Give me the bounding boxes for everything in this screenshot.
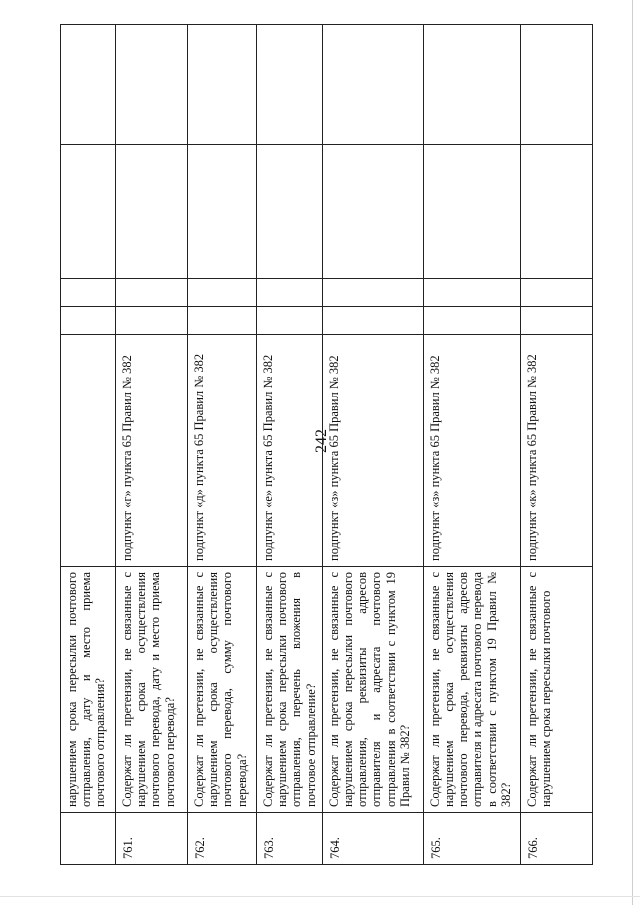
table-row <box>61 25 116 865</box>
table-row <box>257 25 323 865</box>
question-text: Содержат ли претензии, не связанные с нарушением срока осуществления почтового перевода, реквизиты адресов отправителя и адресата почтового перевода в соответствии с пунктом 19 Правил № 382? <box>423 567 520 813</box>
answer-yes-cell <box>423 307 520 335</box>
table-row <box>423 25 520 865</box>
not-applicable-cell <box>423 145 520 279</box>
question-text: нарушением срока пересылки почтового отправления, дату и место приема почтового отправления? <box>61 567 116 813</box>
legal-reference: подпункт «з» пункта 65 Правил № 382 <box>423 335 520 567</box>
scan-edge-line <box>632 0 633 905</box>
legal-reference: подпункт «к» пункта 65 Правил № 382 <box>520 335 592 567</box>
table-row <box>188 25 257 865</box>
question-text: Содержат ли претензии, не связанные с нарушением срока пересылки почтового <box>520 567 592 813</box>
scan-bottom-line <box>0 896 640 897</box>
table-row <box>116 25 188 865</box>
question-text: Содержат ли претензии, не связанные с нарушением срока пересылки почтового отправления, реквизиты адресов отправителя и адресата почтового отправления в соответствии с пунктом 19 Правил № 382? <box>322 567 423 813</box>
question-text: Содержат ли претензии, не связанные с нарушением срока пересылки почтового отправления, перечень вложения в почтовое отправление? <box>257 567 323 813</box>
checklist-table <box>60 24 593 865</box>
legal-reference: подпункт «е» пункта 65 Правил № 382 <box>257 335 323 567</box>
note-cell <box>61 25 116 145</box>
row-number: 762. <box>188 813 257 865</box>
note-cell <box>188 25 257 145</box>
legal-reference: подпункт «з» пункта 65 Правил № 382 <box>322 335 423 567</box>
page-number: 242 <box>313 429 330 453</box>
row-number: 765. <box>423 813 520 865</box>
answer-no-cell <box>61 279 116 307</box>
note-cell <box>116 25 188 145</box>
answer-yes-cell <box>322 307 423 335</box>
answer-yes-cell <box>188 307 257 335</box>
row-number: 766. <box>520 813 592 865</box>
question-text: Содержат ли претензии, не связанные с нарушением срока осуществления почтового перевода, дату и место приема почтового перевода? <box>116 567 188 813</box>
note-cell <box>322 25 423 145</box>
row-number <box>61 813 116 865</box>
answer-yes-cell <box>520 307 592 335</box>
not-applicable-cell <box>116 145 188 279</box>
answer-no-cell <box>116 279 188 307</box>
note-cell <box>423 25 520 145</box>
answer-no-cell <box>257 279 323 307</box>
legal-reference: подпункт «г» пункта 65 Правил № 382 <box>116 335 188 567</box>
answer-no-cell <box>423 279 520 307</box>
answer-yes-cell <box>61 307 116 335</box>
rotated-table-wrapper <box>60 25 590 865</box>
row-number: 764. <box>322 813 423 865</box>
note-cell <box>520 25 592 145</box>
note-cell <box>257 25 323 145</box>
not-applicable-cell <box>322 145 423 279</box>
answer-no-cell <box>188 279 257 307</box>
legal-reference <box>61 335 116 567</box>
table-row <box>322 25 423 865</box>
not-applicable-cell <box>520 145 592 279</box>
row-number: 761. <box>116 813 188 865</box>
not-applicable-cell <box>61 145 116 279</box>
answer-yes-cell <box>116 307 188 335</box>
answer-no-cell <box>520 279 592 307</box>
not-applicable-cell <box>257 145 323 279</box>
question-text: Содержат ли претензии, не связанные с нарушением срока осуществления почтового перевода, сумму почтового перевода? <box>188 567 257 813</box>
legal-reference: подпункт «д» пункта 65 Правил № 382 <box>188 335 257 567</box>
answer-no-cell <box>322 279 423 307</box>
answer-yes-cell <box>257 307 323 335</box>
table-row <box>520 25 592 865</box>
row-number: 763. <box>257 813 323 865</box>
not-applicable-cell <box>188 145 257 279</box>
